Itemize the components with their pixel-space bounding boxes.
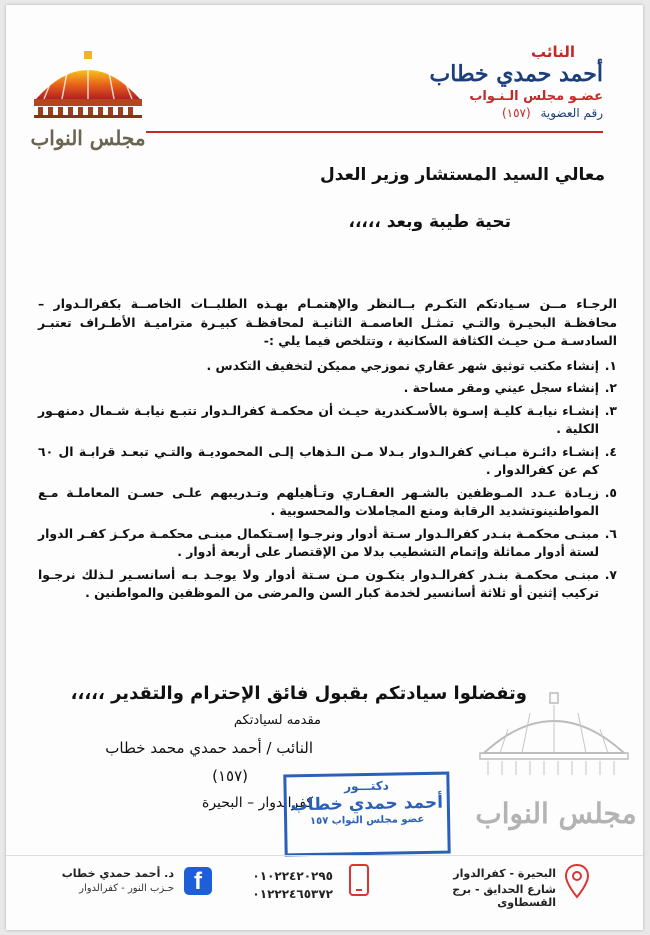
membership-label: رقم العضوية: [540, 106, 603, 120]
intro-paragraph: الرجـاء مــن سـيادتكم التكـرم بــالنظر والإهتمـام بهـذه الطلبــات الخاصــة بكفرالـدوار – محافظـة البحيـرة والتـي تمثـل العاصمـة الثانيـة لمحافظـة كبيـرة متراميـة الأطـراف تعتبـر السادسـة مـن حيـث الكثافة السكانية ، وتتلخص فيما يلي :-: [38, 296, 617, 348]
list-item: [38, 525, 617, 562]
address-line-1: البحيرة - كفرالدوار: [453, 867, 556, 880]
mp-header: [343, 43, 603, 120]
item-text: مبنـى محكمـة بنـدر كفرالـدوار سـتة أدوار ونرجـوا إسـتكمال مبنـى محكمـة مركـز كفـر الدوار لستة أدوار مماثلة وإتمام التشطيب بدلا من الإقتصار على أربعة أدوار .: [38, 525, 599, 559]
address-block: [406, 867, 556, 909]
mp-name: أحمد حمدي خطاب: [429, 61, 603, 87]
phone-numbers: [238, 867, 333, 903]
watermark-logo-text: مجلس النواب: [475, 797, 637, 830]
location-pin-icon: [564, 863, 590, 899]
greeting: تحية طيبة وبعد ،،،،،: [348, 212, 511, 232]
mp-member-of: عضـو مجلس الـنـواب: [469, 89, 603, 104]
item-number: ٧.: [604, 566, 617, 582]
official-stamp: [283, 772, 450, 857]
list-item: [38, 443, 617, 480]
list-item: [38, 402, 617, 439]
stamp-title: دكتـــور: [344, 778, 390, 794]
item-number: ٢.: [604, 380, 617, 395]
item-number: ٥.: [604, 484, 617, 500]
letter-body: [38, 295, 617, 603]
signer-name: النائب / أحمد حمدي محمد خطاب: [105, 739, 313, 757]
letter-page: [6, 5, 643, 930]
membership-number: (١٥٧): [501, 106, 531, 120]
signer-number: (١٥٧): [212, 767, 248, 785]
mp-title: النائب: [530, 43, 575, 61]
list-item: [38, 484, 617, 521]
presented-by: مقدمه لسيادتكم: [233, 713, 321, 728]
footer-divider: [6, 855, 643, 856]
item-number: ٦.: [604, 525, 617, 541]
logo-text: مجلس النواب: [30, 126, 146, 150]
mobile-phone-icon: [348, 863, 370, 897]
list-item: [38, 379, 617, 398]
item-text: مبنـى محكمـة بنـدر كفرالـدوار يتكـون مـن سـتة أدوار ولا يوجـد بـه أسانسـير لـذلك نرجـوا تركيب إثنين أو ثلاثة أسانسير لخدمة كبار السن والمرضى من الموظفين والمواطنين .: [38, 566, 599, 600]
stamp-subtitle: عضو مجلس النواب ١٥٧: [309, 814, 425, 827]
list-item: [38, 566, 617, 603]
header-divider: [146, 131, 603, 133]
parliament-logo: [28, 47, 148, 157]
facebook-name: د. أحمد حمدي خطاب: [61, 867, 174, 880]
phone-number-2: ٠١٢٢٢٤٦٥٣٧٢: [252, 887, 333, 901]
membership-line: [343, 106, 603, 120]
signer-place: كفرالدوار – البحيرة: [202, 795, 313, 811]
addressee: معالي السيد المستشار وزير العدل: [319, 165, 605, 185]
item-text: زيـادة عـدد المـوظفين بالشـهر العقـاري وتـأهيلهم وتـدريبهم علـى حسـن المعاملـة مـع المواطنينوتشديد الرقابة ومنع المجاملات والمحسوبية .: [38, 484, 599, 518]
item-text: إنشـاء نيابـة كليـة إسـوة بالأسـكندرية حيـث أن محكمـة كفرالـدوار تتبـع نيابـة شـمال دمنهـور الكلية .: [38, 402, 599, 436]
phone-number-1: ٠١٠٢٢٤٢٠٢٩٥: [252, 869, 333, 883]
parliament-watermark-logo: [468, 691, 640, 851]
item-number: ٣.: [604, 402, 617, 418]
stamp-name: أحمد حمدي خطاب: [290, 792, 444, 816]
closing-line: وتفضلوا سيادتكم بقبول فائق الإحترام والتقدير ،،،،،: [70, 683, 527, 704]
item-text: إنشـاء دائـرة مبـاني كفرالـدوار بـدلا مـن الـذهاب إلـى المحموديـة والتـي تبعـد قرابـة ال ٦٠ كم عن كفرالدوار .: [38, 443, 599, 477]
facebook-contact: [54, 867, 174, 894]
item-text: إنشاء سجل عيني ومقر مساحة .: [403, 380, 599, 395]
item-text: إنشاء مكتب توثيق شهر عقاري نموزجي مميكن لتخفيف التكدس .: [206, 357, 599, 373]
list-item: [38, 357, 617, 376]
facebook-party: حـزب النور - كفرالدوار: [79, 883, 174, 894]
facebook-icon[interactable]: f: [184, 867, 212, 895]
address-line-2: شارع الحدايق - برج القسطاوى: [452, 883, 556, 909]
item-number: ٤.: [604, 443, 617, 459]
item-number: ١.: [604, 357, 617, 373]
